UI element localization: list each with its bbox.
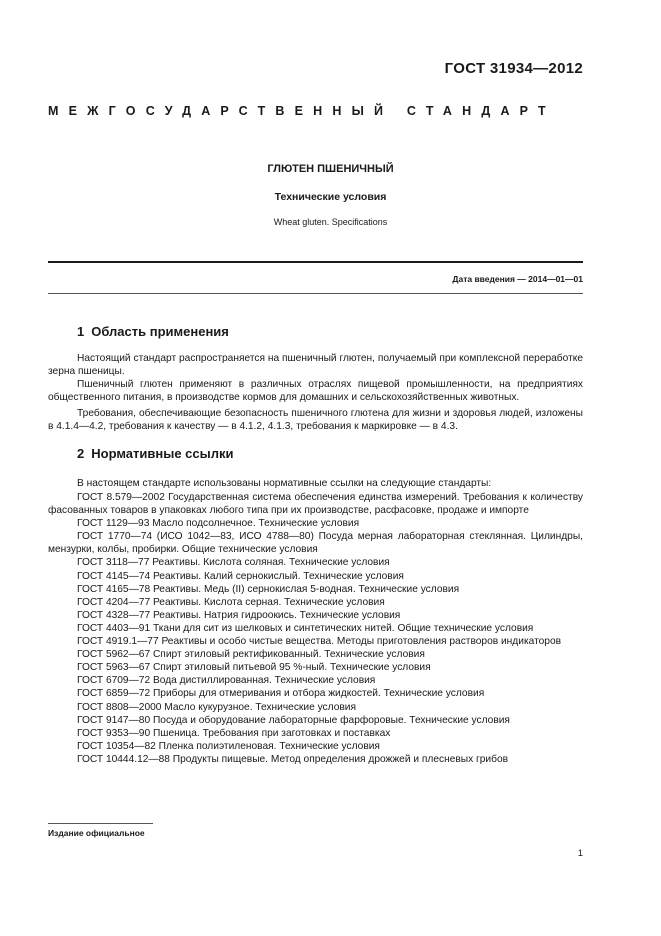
reference-item: ГОСТ 10354—82 Пленка полиэтиленовая. Технические условия — [77, 740, 380, 752]
introduction-date: Дата введения — 2014—01—01 — [452, 274, 583, 284]
section-1-title: Область применения — [91, 324, 229, 339]
reference-item: ГОСТ 6709—72 Вода дистиллированная. Технические условия — [77, 675, 376, 687]
reference-item: ГОСТ 5963—67 Спирт этиловый питьевой 95 %-ный. Технические условия — [77, 662, 431, 674]
section-2-number: 2 — [77, 446, 85, 461]
reference-item: ГОСТ 8808—2000 Масло кукурузное. Технические условия — [77, 701, 356, 713]
reference-item: ГОСТ 10444.12—88 Продукты пищевые. Метод определения дрожжей и плесневых грибов — [77, 753, 509, 765]
date-divider — [48, 293, 583, 294]
reference-item: ГОСТ 4165—78 Реактивы. Медь (II) сернокислая 5-водная. Технические условия — [77, 583, 460, 595]
section-2-intro: В настоящем стандарте использованы нормативные ссылки на следующие стандарты: — [77, 478, 492, 489]
section-1-paragraph: Пшеничный глютен применяют в различных отраслях пищевой промышленности, на предприятиях общественного питания, в производстве кормов для домашних и сельскохозяйственных животных. — [48, 379, 583, 404]
footer-divider — [48, 823, 153, 824]
reference-item: ГОСТ 4204—77 Реактивы. Кислота серная. Технические условия — [77, 596, 385, 608]
reference-item: ГОСТ 5962—67 Спирт этиловый ректификованный. Технические условия — [77, 649, 425, 661]
normative-references-list — [48, 491, 583, 766]
page-number: 1 — [577, 848, 583, 859]
reference-item: ГОСТ 4145—74 Реактивы. Калий сернокислый. Технические условия — [77, 570, 404, 582]
reference-item: ГОСТ 4403—91 Ткани для сит из шелковых и синтетических нитей. Общие технические условия — [77, 622, 534, 634]
document-title-english: Wheat gluten. Specifications — [273, 217, 388, 227]
section-1-paragraph: Требования, обеспечивающие безопасность пшеничного глютена для жизни и здоровья людей, изложены в 4.1.4—4.2, требования к качеству — в 4.1.2, 4.1.3, требования к маркировке — в 4.3. — [48, 408, 583, 433]
interstate-standard-label: МЕЖГОСУДАРСТВЕННЫЙ СТАНДАРТ — [48, 104, 556, 118]
document-subtitle: Технические условия — [274, 191, 387, 203]
section-1-paragraph: Настоящий стандарт распространяется на пшеничный глютен, получаемый при комплексной переработке зерна пшеницы. — [48, 353, 583, 378]
reference-item: ГОСТ 9353—90 Пшеница. Требования при заготовках и поставках — [77, 727, 391, 739]
reference-item: ГОСТ 9147—80 Посуда и оборудование лабораторные фарфоровые. Технические условия — [77, 714, 510, 726]
document-number: ГОСТ 31934—2012 — [444, 60, 583, 77]
reference-item: ГОСТ 6859—72 Приборы для отмеривания и отбора жидкостей. Технические условия — [77, 688, 485, 700]
reference-item: ГОСТ 1129—93 Масло подсолнечное. Технические условия — [77, 518, 360, 530]
section-2-title: Нормативные ссылки — [91, 446, 234, 461]
reference-item: ГОСТ 3118—77 Реактивы. Кислота соляная. Технические условия — [77, 557, 390, 569]
reference-item: ГОСТ 4328—77 Реактивы. Натрия гидроокись. Технические условия — [77, 609, 401, 621]
reference-item: ГОСТ 1770—74 (ИСО 1042—83, ИСО 4788—80) Посуда мерная лабораторная стеклянная. Цилиндры, мензурки, колбы, пробирки. Общие технические условия — [48, 531, 583, 556]
reference-item: ГОСТ 4919.1—77 Реактивы и особо чистые вещества. Методы приготовления растворов индикаторов — [77, 636, 562, 648]
reference-item: ГОСТ 8.579—2002 Государственная система обеспечения единства измерений. Требования к количеству фасованных товаров в упаковках любого типа при их производстве, расфасовке, продаже и импорте — [48, 492, 583, 517]
section-2-heading — [77, 446, 233, 461]
section-1-number: 1 — [77, 324, 85, 339]
document-title: ГЛЮТЕН ПШЕНИЧНЫЙ — [267, 163, 394, 175]
edition-label: Издание официальное — [48, 828, 145, 838]
section-1-heading — [77, 324, 229, 339]
header-divider — [48, 261, 583, 263]
